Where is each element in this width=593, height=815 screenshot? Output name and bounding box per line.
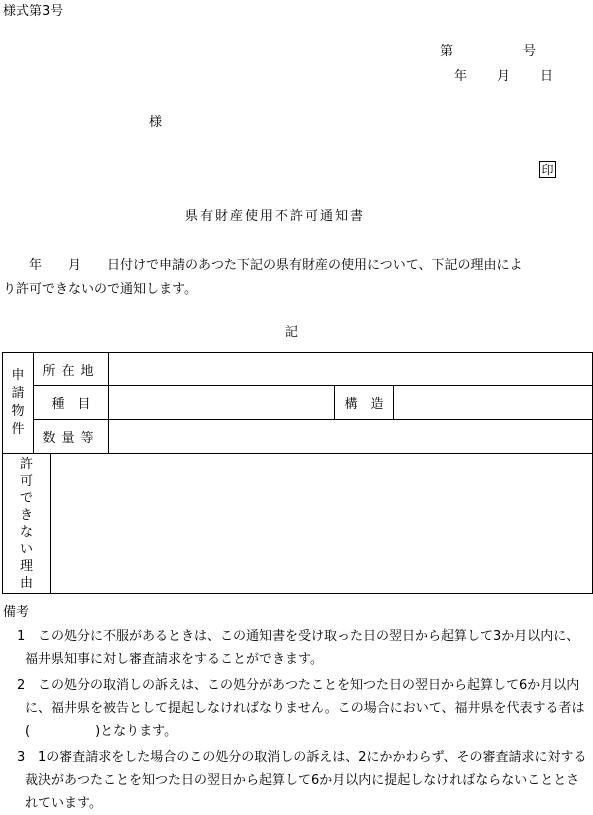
note-text: この処分の取消しの訴えは、この処分があつたことを知つた日の翌日から起算して6か月以内に、福井県を被告として提起しなければなりません。この場合において、福井県を代表する者は( )となります。 — [25, 678, 585, 739]
reason-char: な — [19, 524, 33, 540]
doc-number-prefix: 第 — [440, 44, 454, 59]
applied-property-char: 請 — [11, 386, 25, 401]
note-number: 3 — [17, 750, 26, 765]
location-label: 所在地 — [34, 353, 109, 386]
body-line-1: 年 月 日付けで申請のあつた下記の県有財産の使用について、下記の理由によ — [3, 258, 523, 273]
reason-field[interactable] — [51, 454, 593, 594]
note-text: この処分に不服があるときは、この通知書を受け取った日の翌日から起算して3か月以内に、福井県知事に対し審査請求をすることができます。 — [25, 629, 580, 667]
note-number: 2 — [17, 678, 26, 693]
reason-char: で — [19, 490, 33, 506]
notes-section — [3, 604, 588, 815]
type-field[interactable] — [109, 386, 335, 420]
reason-char: い — [19, 541, 33, 557]
note-item — [3, 625, 588, 671]
reason-char: 許 — [19, 456, 33, 472]
structure-label: 構 造 — [335, 386, 394, 420]
doc-number-suffix: 号 — [523, 44, 537, 59]
body-line-2: り許可できないので通知します。 — [3, 282, 197, 297]
structure-field[interactable] — [394, 386, 593, 420]
date-month: 月 — [497, 69, 511, 84]
quantity-label: 数量等 — [34, 420, 109, 454]
body-text — [3, 254, 588, 302]
application-table — [2, 352, 593, 594]
applied-property-label — [3, 353, 34, 454]
note-number: 1 — [17, 629, 26, 644]
date-day: 日 — [540, 69, 554, 84]
type-label: 種 目 — [34, 386, 109, 420]
location-field[interactable] — [109, 353, 593, 386]
reason-char: 理 — [19, 558, 33, 574]
applied-property-char: 件 — [11, 422, 25, 437]
note-item — [3, 674, 588, 743]
note-text: 1の審査請求をした場合のこの処分の取消しの訴えは、2にかかわらず、その審査請求に対する裁決があつたことを知つた日の翌日から起算して6か月以内に提起しなければならないこととされています。 — [25, 750, 587, 811]
form-number: 様式第3号 — [3, 4, 64, 19]
notes-heading: 備考 — [3, 605, 30, 620]
reason-char: き — [19, 507, 33, 523]
issue-date — [454, 69, 553, 85]
ki-heading: 記 — [285, 325, 299, 340]
official-seal-box: 印 — [539, 161, 556, 178]
applied-property-char: 申 — [11, 368, 25, 383]
document-number — [440, 44, 536, 60]
applied-property-char: 物 — [11, 404, 25, 419]
date-year: 年 — [454, 69, 468, 84]
note-item — [3, 746, 588, 815]
recipient-suffix: 様 — [149, 115, 163, 130]
reason-char: 可 — [19, 473, 33, 489]
quantity-field[interactable] — [109, 420, 593, 454]
reason-char: 由 — [19, 575, 33, 591]
reason-label — [3, 454, 51, 594]
document-title: 県有財産使用不許可通知書 — [185, 209, 366, 224]
